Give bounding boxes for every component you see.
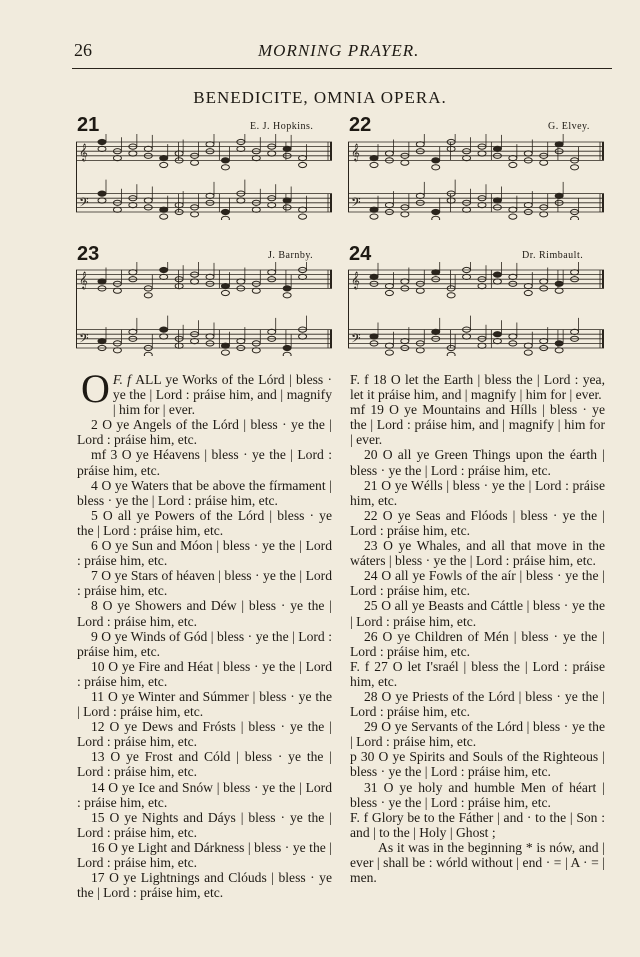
- note-head: [160, 162, 168, 167]
- note-head: [401, 160, 409, 165]
- verse: 16 O ye Light and Dárkness | bless · ye the | Lord : práise him, etc.: [77, 839, 332, 870]
- note-head: [175, 284, 183, 289]
- note-head: [524, 343, 532, 348]
- note-head: [370, 156, 378, 161]
- left-column: [77, 366, 333, 901]
- note-head: [237, 146, 245, 151]
- chant-music-24: [348, 262, 604, 356]
- verse: 2 O ye Angels of the Lórd | bless · ye the | Lord : práise him, etc.: [77, 417, 332, 448]
- note-head: [432, 165, 440, 170]
- treble-clef: 𝄞: [351, 145, 360, 162]
- note-head: [555, 288, 563, 293]
- verse: 5 O all ye Powers of the Lórd | bless · ye the | Lord : práise him, etc.: [77, 507, 332, 538]
- note-head: [370, 207, 378, 212]
- note-head: [160, 207, 168, 212]
- note-head: [571, 329, 579, 334]
- note-head: [175, 151, 183, 156]
- verse: 20 O all ye Green Things upon the éarth | bless · ye the | Lord : práise him, etc.: [350, 447, 605, 478]
- note-head: [268, 329, 276, 334]
- note-head: [98, 139, 106, 144]
- verse: 29 O ye Servants of the Lórd | bless · ye the | Lord : práise him, etc.: [350, 719, 605, 750]
- note-head: [493, 146, 501, 151]
- chant-number: 21: [77, 114, 100, 136]
- treble-clef: 𝄞: [79, 273, 88, 290]
- verse: 12 O ye Dews and Frósts | bless · ye the | Lord : práise him, etc.: [77, 719, 332, 750]
- note-head: [206, 334, 214, 339]
- note-head: [283, 198, 291, 203]
- verse: 31 O ye holy and humble Men of héart | bless · ye the | Lord : práise him, etc.: [350, 779, 605, 810]
- note-head: [555, 281, 563, 286]
- chant-music-23: [76, 262, 332, 356]
- note-head: [113, 288, 121, 293]
- note-head: [237, 339, 245, 344]
- note-head: [540, 212, 548, 217]
- note-head: [129, 329, 137, 334]
- running-title: MORNING PRAYER.: [258, 41, 420, 60]
- note-head: [524, 284, 532, 289]
- note-head: [221, 350, 229, 355]
- note-head: [540, 339, 548, 344]
- verse: p 30 O ye Spirits and Souls of the Righteous | bless · ye the | Lord : práise him, etc.: [350, 749, 605, 780]
- chant-music-21: [76, 134, 332, 220]
- verse-text: ALL ye Works of the Lórd | bless · ye the | Lord : práise him, and | magnify | him for | ever.: [112, 372, 333, 418]
- note-head: [175, 203, 183, 208]
- note-head: [206, 142, 214, 147]
- note-head: [221, 216, 229, 220]
- note-head: [385, 290, 393, 295]
- note-head: [401, 339, 409, 344]
- chant-number: 23: [77, 243, 100, 265]
- note-head: [206, 274, 214, 279]
- note-head: [252, 207, 260, 212]
- note-head: [447, 146, 455, 151]
- note-head: [113, 348, 121, 353]
- note-head: [509, 214, 517, 219]
- note-head: [252, 348, 260, 353]
- note-head: [432, 329, 440, 334]
- note-head: [416, 142, 424, 147]
- note-head: [221, 158, 229, 163]
- note-head: [432, 158, 440, 163]
- note-head: [493, 339, 501, 344]
- note-head: [432, 209, 440, 214]
- note-head: [283, 146, 291, 151]
- note-head: [283, 345, 291, 350]
- note-head: [160, 274, 168, 279]
- chant-music-22: [348, 134, 604, 220]
- note-head: [129, 151, 137, 156]
- note-head: [299, 214, 307, 219]
- drop-cap: O: [81, 366, 110, 411]
- right-column: [350, 372, 605, 885]
- verse: 10 O ye Fire and Héat | bless · ye the | Lord : práise him, etc.: [77, 658, 332, 689]
- note-head: [191, 160, 199, 165]
- verse: 4 O ye Waters that be above the fírmament | bless · ye the | Lord : práise him, etc.: [77, 477, 332, 508]
- note-head: [98, 191, 106, 196]
- note-head: [478, 203, 486, 208]
- verse: F. f 27 O let I'sraél | bless the | Lord : práise him, etc.: [350, 658, 605, 689]
- bass-clef: 𝄢: [79, 332, 89, 349]
- note-head: [252, 156, 260, 161]
- note-head: [509, 274, 517, 279]
- note-head: [299, 156, 307, 161]
- note-head: [191, 279, 199, 284]
- note-head: [524, 350, 532, 355]
- verse: 14 O ye Ice and Snów | bless · ye the | Lord : práise him, etc.: [77, 779, 332, 810]
- section-title: BENEDICITE, OMNIA OPERA.: [193, 88, 447, 107]
- chant-composer: E. J. Hopkins.: [250, 121, 314, 132]
- note-head: [385, 151, 393, 156]
- note-head: [524, 290, 532, 295]
- note-head: [237, 279, 245, 284]
- dynamic-mark: F. f: [112, 372, 131, 387]
- note-head: [191, 212, 199, 217]
- note-head: [401, 279, 409, 284]
- note-head: [191, 339, 199, 344]
- note-head: [221, 165, 229, 170]
- note-head: [283, 352, 291, 356]
- note-head: [385, 203, 393, 208]
- note-head: [129, 203, 137, 208]
- note-head: [98, 339, 106, 344]
- note-head: [370, 274, 378, 279]
- note-head: [160, 327, 168, 332]
- note-head: [540, 160, 548, 165]
- note-head: [447, 352, 455, 356]
- header-rule: [72, 68, 612, 69]
- note-head: [432, 270, 440, 275]
- note-head: [509, 156, 517, 161]
- note-head: [493, 198, 501, 203]
- verse: mf 19 O ye Mountains and Hílls | bless · ye the | Lord : práise him, and | magnify | him for | ever.: [350, 402, 605, 448]
- note-head: [283, 293, 291, 298]
- note-head: [237, 198, 245, 203]
- note-head: [206, 193, 214, 198]
- note-head: [478, 343, 486, 348]
- note-head: [283, 286, 291, 291]
- note-head: [524, 151, 532, 156]
- note-head: [299, 162, 307, 167]
- note-head: [113, 207, 121, 212]
- note-head: [144, 146, 152, 151]
- chant-number: 22: [349, 114, 372, 136]
- note-head: [447, 198, 455, 203]
- note-head: [268, 270, 276, 275]
- chant-composer: J. Barnby.: [268, 250, 314, 261]
- bass-clef: 𝄢: [351, 196, 361, 213]
- note-head: [268, 151, 276, 156]
- note-head: [555, 348, 563, 353]
- verse: 8 O ye Showers and Déw | bless · ye the | Lord : práise him, etc.: [77, 598, 332, 629]
- treble-clef: 𝄞: [79, 145, 88, 162]
- note-head: [416, 193, 424, 198]
- note-head: [463, 334, 471, 339]
- note-head: [252, 288, 260, 293]
- note-head: [299, 207, 307, 212]
- note-head: [299, 274, 307, 279]
- verse: 25 O all ye Beasts and Cáttle | bless · ye the | Lord : práise him, etc.: [350, 598, 605, 629]
- note-head: [509, 207, 517, 212]
- page-number: 26: [74, 40, 92, 60]
- note-head: [571, 165, 579, 170]
- verse: 24 O all ye Fowls of the aír | bless · ye the | Lord : práise him, etc.: [350, 568, 605, 599]
- note-head: [385, 350, 393, 355]
- note-head: [299, 334, 307, 339]
- verse: 23 O ye Whales, and all that move in the wáters | bless · ye the | Lord : práise him, etc.: [350, 538, 605, 569]
- note-head: [385, 284, 393, 289]
- verse: 17 O ye Lightnings and Clóuds | bless · ye the | Lord : práise him, etc.: [77, 870, 332, 901]
- note-head: [160, 267, 168, 272]
- note-head: [463, 207, 471, 212]
- note-head: [98, 198, 106, 203]
- note-head: [370, 162, 378, 167]
- note-head: [524, 203, 532, 208]
- note-head: [478, 151, 486, 156]
- note-head: [463, 274, 471, 279]
- bass-clef: 𝄢: [351, 332, 361, 349]
- note-head: [175, 343, 183, 348]
- verse: 22 O ye Seas and Flóods | bless · ye the | Lord : práise him, etc.: [350, 507, 605, 538]
- note-head: [493, 272, 501, 277]
- note-head: [416, 288, 424, 293]
- note-head: [385, 343, 393, 348]
- note-head: [370, 334, 378, 339]
- note-head: [160, 334, 168, 339]
- note-head: [555, 142, 563, 147]
- verse: 7 O ye Stars of héaven | bless · ye the | Lord : práise him, etc.: [77, 568, 332, 599]
- verse: 28 O ye Priests of the Lórd | bless · ye the | Lord : práise him, etc.: [350, 688, 605, 720]
- chant-composer: G. Elvey.: [548, 121, 590, 132]
- verse: F. f Glory be to the Fáther | and · to the | Son : and | to the | Holy | Ghost ;: [350, 809, 605, 840]
- note-head: [144, 352, 152, 356]
- note-head: [401, 212, 409, 217]
- verse: 15 O ye Nights and Dáys | bless · ye the | Lord : práise him, etc.: [77, 809, 332, 840]
- note-head: [447, 293, 455, 298]
- note-head: [98, 279, 106, 284]
- note-head: [221, 343, 229, 348]
- treble-clef: 𝄞: [351, 273, 360, 290]
- note-head: [160, 156, 168, 161]
- verse: As it was in the beginning * is nów, and | ever | shall be : wórld without | end · = | A · = | men.: [350, 839, 605, 886]
- note-head: [113, 156, 121, 161]
- note-head: [509, 162, 517, 167]
- note-head: [129, 270, 137, 275]
- note-head: [493, 332, 501, 337]
- note-head: [540, 279, 548, 284]
- note-head: [416, 348, 424, 353]
- verse: 26 O ye Children of Mén | bless · ye the | Lord : práise him, etc.: [350, 628, 605, 659]
- note-head: [555, 193, 563, 198]
- note-head: [509, 334, 517, 339]
- note-head: [370, 214, 378, 219]
- note-head: [98, 146, 106, 151]
- verse: mf 3 O ye Héavens | bless · ye the | Lord : práise him, etc.: [77, 447, 332, 478]
- chant-number: 24: [349, 243, 372, 265]
- note-head: [571, 216, 579, 220]
- verse: 13 O ye Frost and Cóld | bless · ye the | Lord : práise him, etc.: [77, 749, 332, 780]
- note-head: [144, 198, 152, 203]
- note-head: [268, 203, 276, 208]
- verse: 6 O ye Sun and Móon | bless · ye the | Lord : práise him, etc.: [77, 538, 332, 569]
- chant-composer: Dr. Rimbault.: [522, 250, 584, 261]
- note-head: [221, 290, 229, 295]
- note-head: [144, 293, 152, 298]
- verse: 11 O ye Winter and Súmmer | bless · ye the | Lord : práise him, etc.: [77, 688, 332, 720]
- verse: 21 O ye Wélls | bless · ye the | Lord : práise him, etc.: [350, 477, 605, 508]
- note-head: [571, 270, 579, 275]
- note-head: [432, 216, 440, 220]
- note-head: [221, 284, 229, 289]
- verse: 9 O ye Winds of Gód | bless · ye the | Lord : práise him, etc.: [77, 628, 332, 659]
- verse: F. f 18 O let the Earth | bless the | Lord : yea, let it práise him, and | magnify | him for | ever.: [350, 372, 605, 403]
- note-head: [221, 209, 229, 214]
- note-head: [555, 341, 563, 346]
- note-head: [160, 214, 168, 219]
- note-head: [478, 284, 486, 289]
- note-head: [493, 279, 501, 284]
- note-head: [463, 156, 471, 161]
- bass-clef: 𝄢: [79, 196, 89, 213]
